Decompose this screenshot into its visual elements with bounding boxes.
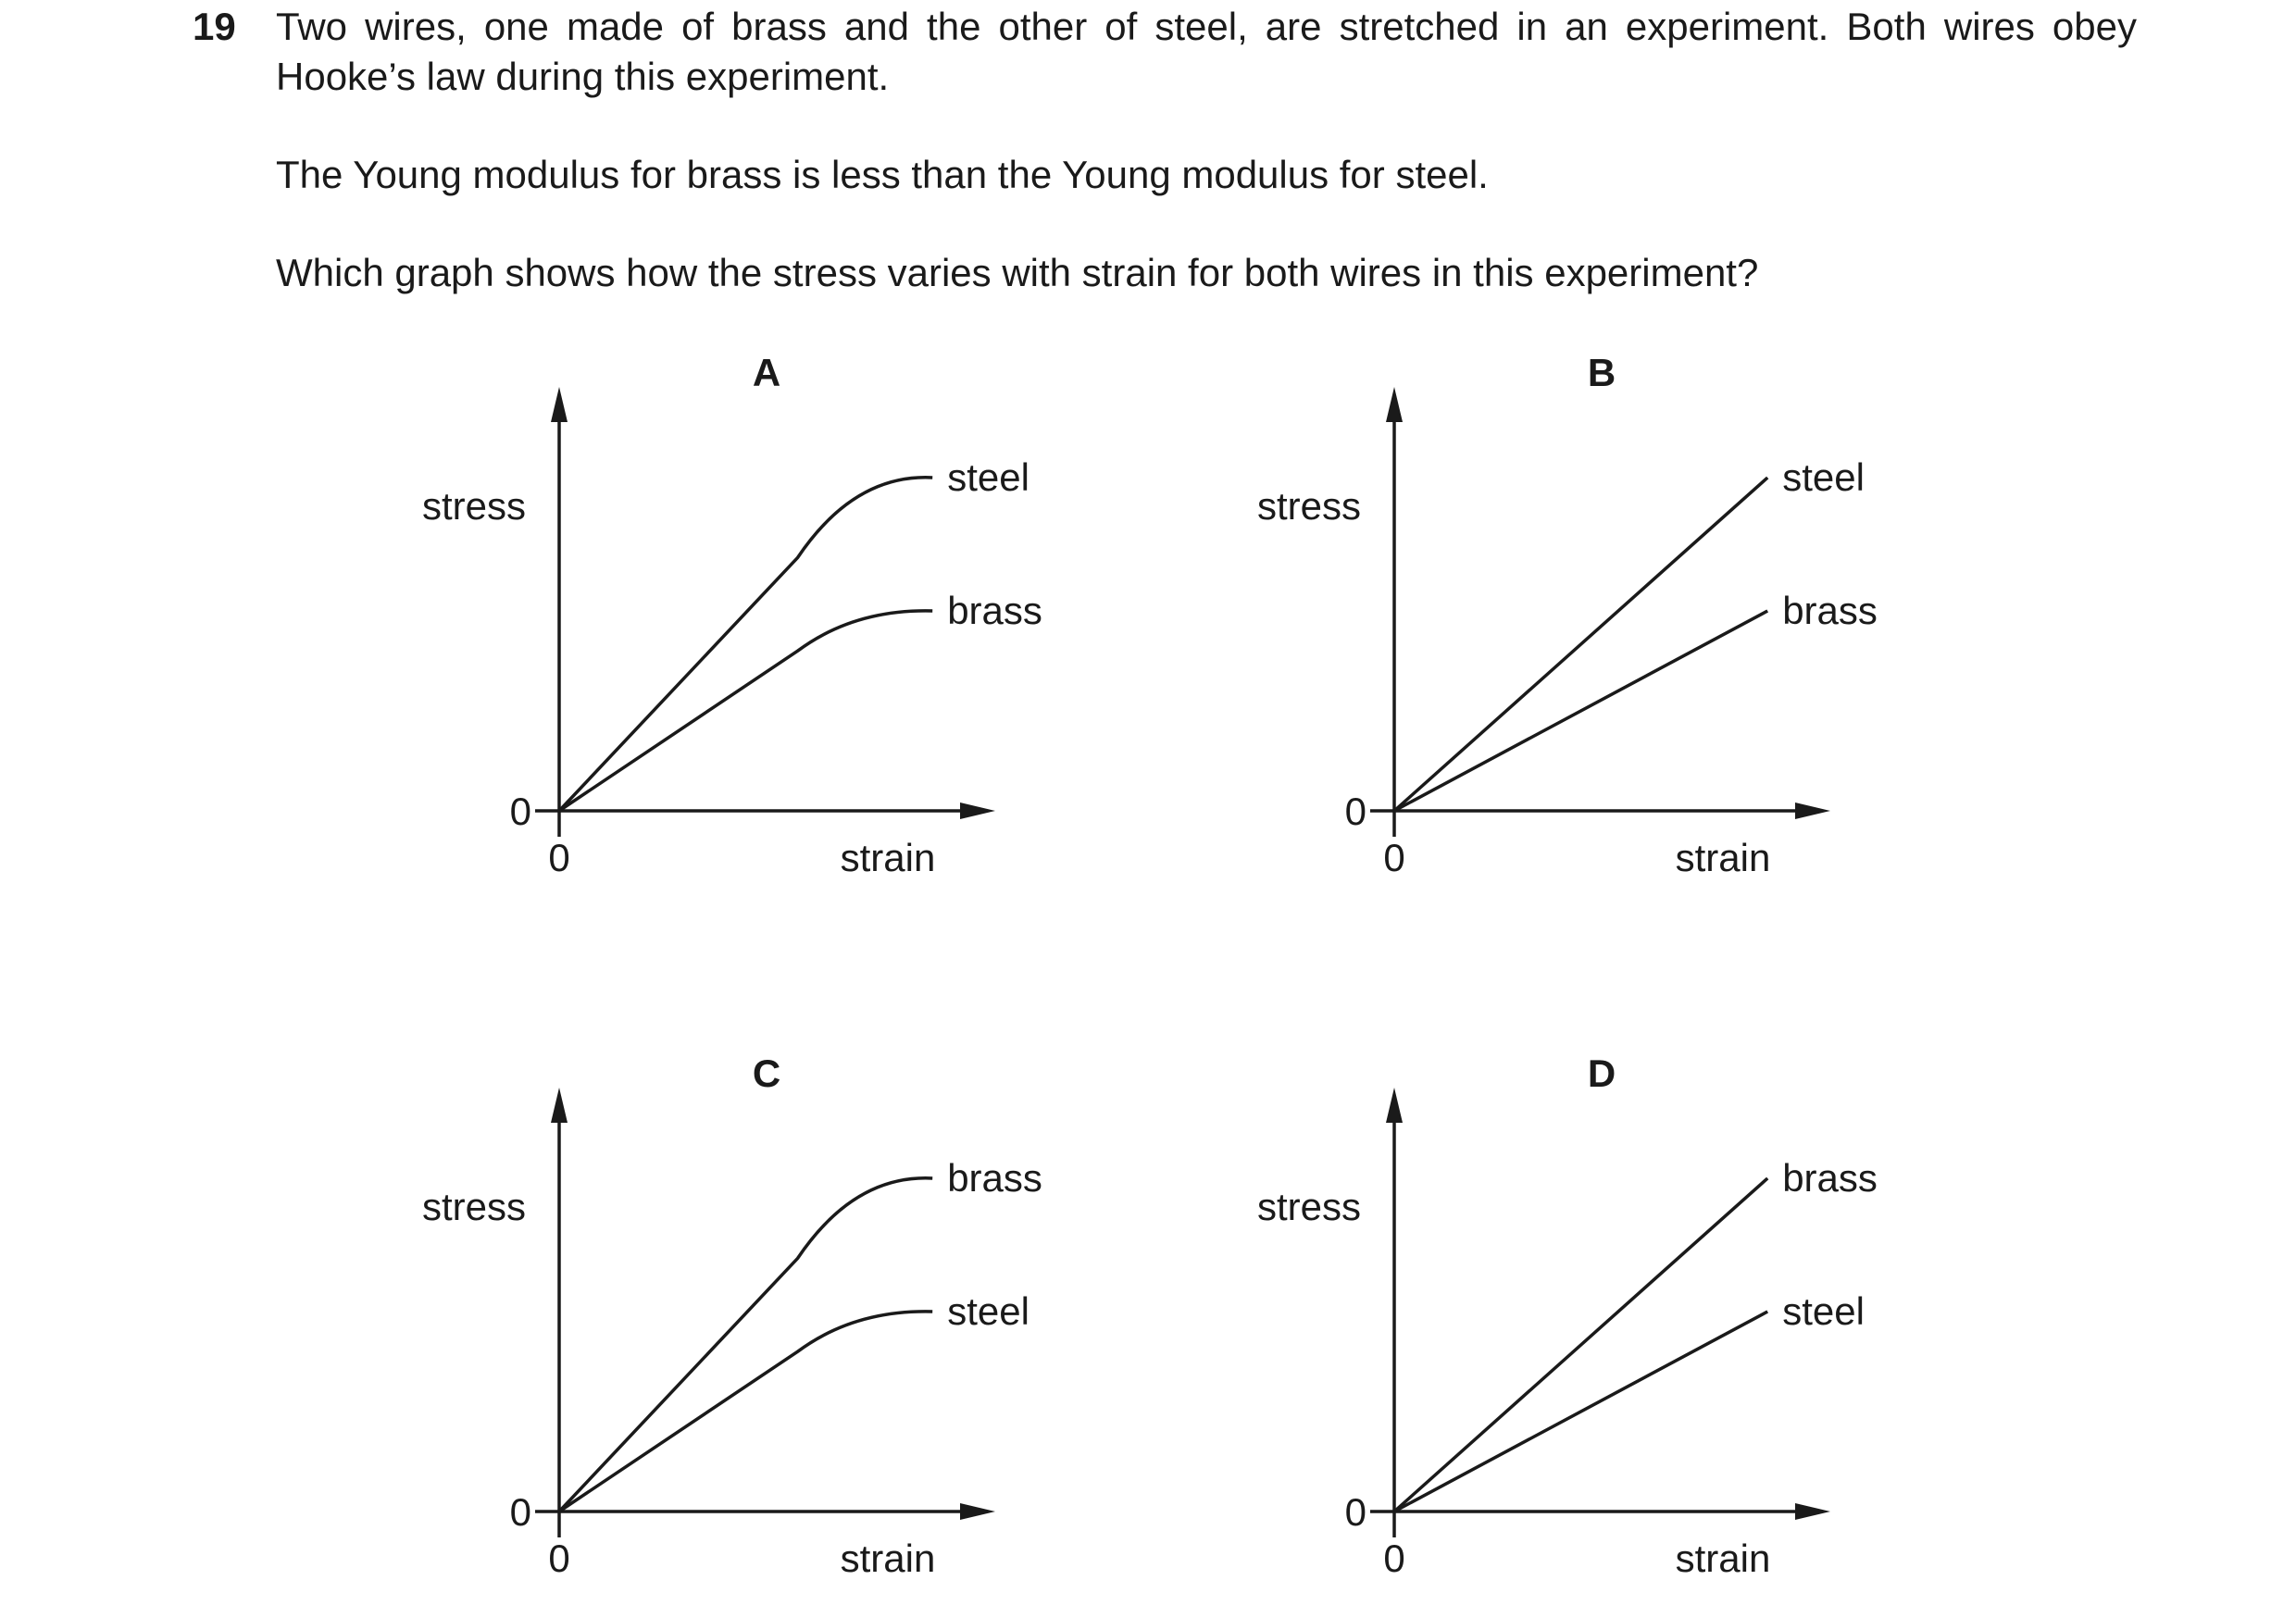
graph-c-label-steel: steel: [947, 1289, 1029, 1333]
graph-c-x-arrow: [960, 1503, 995, 1520]
graph-c-y-label: stress: [421, 1185, 526, 1228]
graph-d-line-steel: [1394, 1312, 1767, 1512]
graph-d-y-arrow: [1386, 1088, 1403, 1123]
graph-c-line-brass: [559, 1178, 932, 1512]
graph-c-line-steel: [559, 1312, 932, 1512]
graph-a-label-steel: steel: [947, 455, 1029, 499]
graph-b-y-label: stress: [1256, 484, 1361, 528]
graph-a-label-brass: brass: [947, 589, 1042, 632]
graph-a-y-arrow: [551, 387, 568, 422]
graph-c-label-brass: brass: [947, 1156, 1042, 1200]
graph-c-y-tick-0: 0: [509, 1490, 531, 1534]
graph-d-x-arrow: [1795, 1503, 1830, 1520]
graph-c-y-arrow: [551, 1088, 568, 1123]
graph-b-line-steel: [1394, 478, 1767, 811]
graph-b-x-label: strain: [1675, 836, 1771, 879]
question-prompt: Which graph shows how the stress varies with strain for both wires in this experiment?: [276, 251, 1759, 294]
graph-a-line-steel: [559, 478, 932, 811]
graph-c-title: C: [752, 1051, 781, 1095]
graph-d-label-brass: brass: [1782, 1156, 1878, 1200]
graph-a-x-arrow: [960, 802, 995, 819]
graph-d-x-tick-0: 0: [1383, 1537, 1405, 1580]
graph-d-y-tick-0: 0: [1344, 1490, 1366, 1534]
graph-b-label-brass: brass: [1782, 589, 1878, 632]
graph-b-x-tick-0: 0: [1383, 836, 1405, 879]
graph-a-line-brass: [559, 611, 932, 811]
graph-b-label-steel: steel: [1782, 455, 1865, 499]
graph-d-line-brass: [1394, 1178, 1767, 1512]
graph-a-x-tick-0: 0: [548, 836, 570, 879]
graph-b-x-arrow: [1795, 802, 1830, 819]
graph-d-y-label: stress: [1256, 1185, 1361, 1228]
graph-a-y-tick-0: 0: [509, 790, 531, 833]
graph-a-x-label: strain: [840, 836, 936, 879]
question-premise: The Young modulus for brass is less than the Young modulus for steel.: [276, 153, 1489, 196]
question-number: 19: [193, 5, 236, 48]
graph-b-title: B: [1587, 351, 1616, 394]
graph-b-y-arrow: [1386, 387, 1403, 422]
question-stem: Two wires, one made of brass and the other of steel, are stretched in an experiment. Both wires obey Hooke’s law during this experiment.: [276, 5, 2137, 98]
graph-b-line-brass: [1394, 611, 1767, 811]
graph-d-title: D: [1587, 1051, 1616, 1095]
graph-b-y-tick-0: 0: [1344, 790, 1366, 833]
graph-a-y-label: stress: [421, 484, 526, 528]
graph-d-label-steel: steel: [1782, 1289, 1865, 1333]
graph-d-x-label: strain: [1675, 1537, 1771, 1580]
graph-c-x-label: strain: [840, 1537, 936, 1580]
graph-a-title: A: [752, 351, 781, 394]
graph-c-x-tick-0: 0: [548, 1537, 570, 1580]
